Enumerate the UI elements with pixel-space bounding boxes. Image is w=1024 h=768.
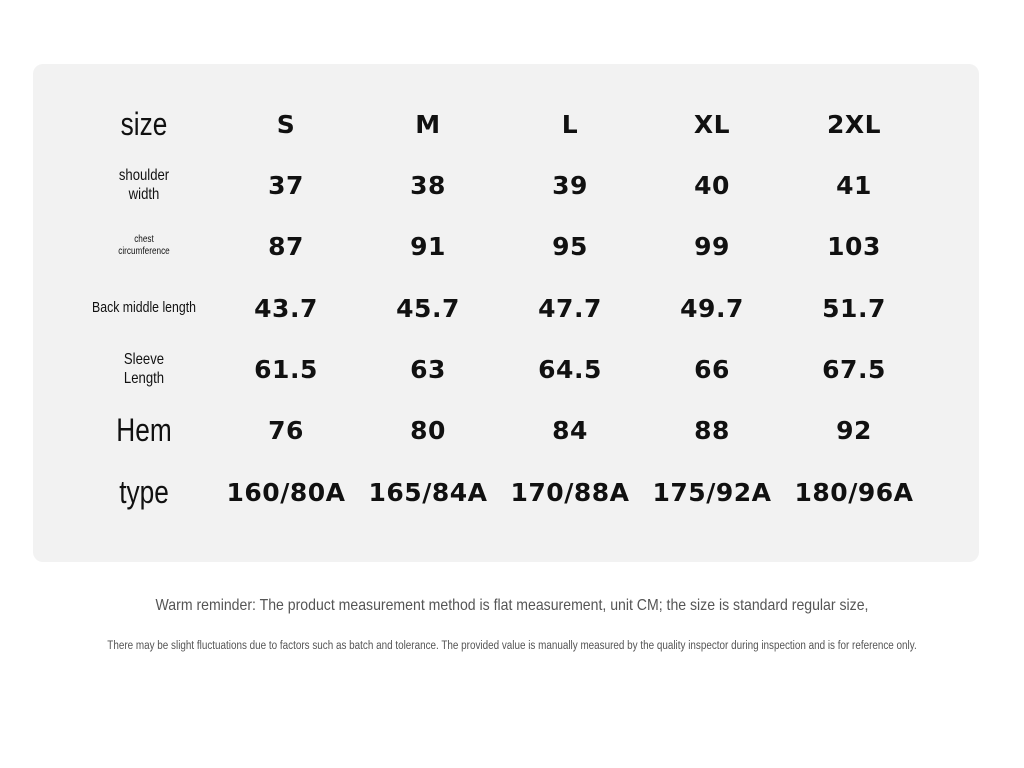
sleeve-length-cell: 66	[694, 354, 730, 384]
sleeve-length-cell: 67.5	[822, 354, 886, 384]
row-label-sleeve-length: Sleeve Length	[123, 350, 165, 387]
chest-circumference-cell: 91	[410, 231, 446, 261]
sleeve-length-cell: 61.5	[254, 354, 318, 384]
size-row	[33, 94, 979, 154]
hem-cell: 88	[694, 415, 730, 445]
sleeve-length-cell: 63	[410, 354, 446, 384]
chest-circumference-row	[33, 216, 979, 276]
hem-cell: 92	[836, 415, 872, 445]
back-middle-length-cell: 45.7	[396, 293, 460, 323]
chest-circumference-cell: 103	[827, 231, 881, 261]
size-cell-2xl: 2XL	[826, 109, 882, 139]
shoulder-width-cell: 41	[836, 170, 872, 200]
back-middle-length-row	[33, 278, 979, 338]
hem-row	[33, 400, 979, 460]
size-cell-s: S	[276, 109, 296, 139]
shoulder-width-cell: 37	[268, 170, 304, 200]
back-middle-length-cell: 43.7	[254, 293, 318, 323]
type-row	[33, 462, 979, 522]
back-middle-length-cell: 51.7	[822, 293, 886, 323]
size-cell-l: L	[561, 109, 579, 139]
row-label-chest-circumference: chest circumference	[118, 234, 170, 257]
type-cell: 180/96A	[794, 477, 914, 507]
type-cell: 160/80A	[226, 477, 346, 507]
back-middle-length-cell: 47.7	[538, 293, 602, 323]
disclaimer-note: There may be slight fluctuations due to factors such as batch and tolerance. The provided value is manually measured by the quality inspector during inspection and is for reference only.	[107, 640, 917, 652]
size-chart-panel	[33, 64, 979, 562]
type-cell: 165/84A	[368, 477, 488, 507]
shoulder-width-cell: 39	[552, 170, 588, 200]
hem-cell: 76	[268, 415, 304, 445]
hem-cell: 80	[410, 415, 446, 445]
shoulder-width-cell: 40	[694, 170, 730, 200]
shoulder-width-cell: 38	[410, 170, 446, 200]
type-cell: 170/88A	[510, 477, 630, 507]
type-cell: 175/92A	[652, 477, 772, 507]
row-label-shoulder-width: shoulder width	[118, 166, 170, 203]
row-label-back-middle-length: Back middle length	[92, 299, 196, 316]
hem-cell: 84	[552, 415, 588, 445]
row-label-hem: Hem	[116, 411, 172, 448]
back-middle-length-cell: 49.7	[680, 293, 744, 323]
size-cell-m: M	[415, 109, 441, 139]
row-label-size: size	[120, 105, 168, 142]
sleeve-length-row	[33, 339, 979, 399]
row-label-type: type	[119, 473, 169, 510]
chest-circumference-cell: 99	[694, 231, 730, 261]
warm-reminder-note: Warm reminder: The product measurement method is flat measurement, unit CM; the size is standard regular size,	[155, 597, 869, 614]
sleeve-length-cell: 64.5	[538, 354, 602, 384]
shoulder-width-row	[33, 155, 979, 215]
chest-circumference-cell: 95	[552, 231, 588, 261]
size-cell-xl: XL	[693, 109, 731, 139]
chest-circumference-cell: 87	[268, 231, 304, 261]
